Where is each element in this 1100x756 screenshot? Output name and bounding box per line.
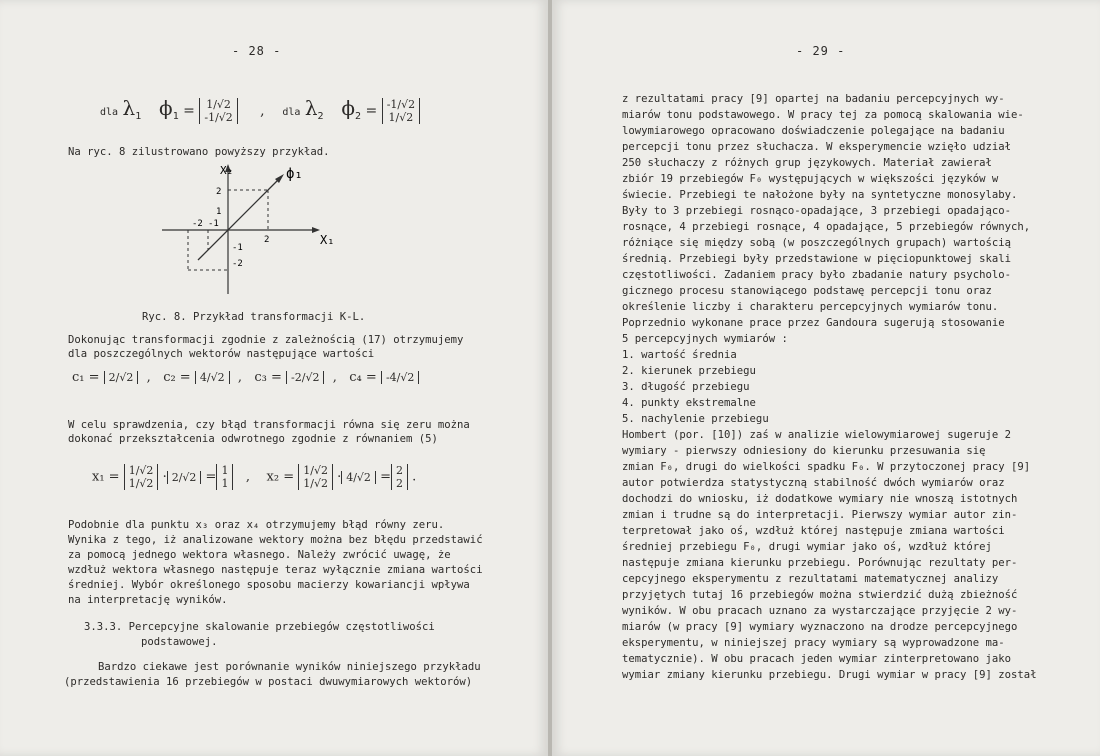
right-text-line: zmian F₀, drugi do wielkości spadku F₀. W przytoczonej pracy [9] [622,461,1031,473]
right-text-line: 1. wartość średnia [622,349,737,361]
vec1-top: 1/√2 [206,98,231,111]
x1-vector [124,464,159,490]
c4-value: -4/√2 [381,371,419,384]
right-text-line: percepcji tonu przez słuchacza. W eksperymencie wzięło udział [622,141,1012,153]
right-text-line: eksperymentu, w niniejszej pracy wymiary są wyprowadzone ma- [622,637,1005,649]
lambda-1: λ [122,96,136,120]
x-axis-label: X₁ [320,233,335,247]
x2-res-top: 2 [395,464,403,477]
c1-label: c₁ = [72,370,100,385]
x1-result [216,464,233,490]
right-text-line: przyjętych tutaj 16 przebiegów można stwierdzić dużą zbieżność [622,589,1018,601]
tick-y-neg2: -2 [232,259,243,269]
right-text-line: 250 słuchaczy z różnych grup językowych. Materiał zawierał [622,157,992,169]
x2-result [391,464,408,490]
right-text-line: średnią. Przebiegi były przedstawione w pięciopunktowej skali [622,253,1012,265]
right-text-line: różniące się między sobą (w poszczególnych grupach) wartością [622,237,1012,249]
para3-line-4: wzdłuż wektora własnego następuje teraz wyłącznie zmiana wartości [68,564,483,576]
formula-top [100,96,420,124]
para2-line-2: dokonać przekształcenia odwrotnego zgodnie z równaniem (5) [68,433,438,445]
x2-vec-top: 1/√2 [303,464,328,477]
para1-line-2: dla poszczególnych wektorów następujące wartości [68,348,375,360]
right-text-line: tematycznie). W obu pracach jeden wymiar zinterpretowano jako [622,653,1012,665]
vector-phi-2 [382,98,420,124]
right-text-line: zmian i trudne są do interpretacji. Pierwszy wymiar autor zin- [622,509,1018,521]
right-text-line: 5 percepcyjnych wymiarów : [622,333,788,345]
x-equations-row: x₁ = 1/√2 1/√2 · 2/√2 = 1 1 , x₂ = 1/√2 1/√2 · 4/√2 = 2 2 . [92,464,417,490]
c3-value: -2/√2 [286,371,324,384]
c2-label: c₂ = [163,370,191,385]
right-text-line: Były to 3 przebiegi rosnąco-opadające, 3 przebiegi opadająco- [622,205,1012,217]
section-heading-line-2: podstawowej. [141,636,218,648]
tick-y-1: 1 [216,207,222,217]
right-text-line: gicznego procesu stanowiącego podstawę percepcji tonu oraz [622,285,992,297]
left-page [0,0,548,756]
right-text-line: cepcyjnego eksperymentu z rezultatami matematycznej analizy [622,573,999,585]
right-text-line: Hombert (por. [10]) zaś w analizie wielowymiarowej sugeruje 2 [622,429,1012,441]
dla-label-1: dla [100,107,119,118]
right-text-line: 4. punkty ekstremalne [622,397,756,409]
right-text-line: średniej przebiegu F₀, drugi wymiar jako oś, wzdłuż której [622,541,992,553]
comma-1: , [260,103,265,119]
x2-c: 4/√2 [341,471,376,484]
x1-vec-bot: 1/√2 [128,477,154,490]
c4-label: c₄ = [349,370,377,385]
right-text-line: 3. długość przebiegu [622,381,750,393]
equals-2: = [365,103,378,119]
para3-line-3: za pomocą jednego wektora własnego. Należy zwrócić uwagę, że [68,549,451,561]
right-text-line: 5. nachylenie przebiegu [622,413,769,425]
tick-x-neg1: -1 [208,219,219,229]
x2-res-bot: 2 [395,477,403,490]
vec2-top: -1/√2 [386,98,416,111]
page-number-29: - 29 - [796,44,846,58]
x1-label: x₁ = [92,469,120,485]
x1-res-bot: 1 [221,477,229,490]
x1-res-top: 1 [221,464,229,477]
c3-label: c₃ = [254,370,282,385]
right-text-line: dochodzi do wniosku, iż dodatkowe wymiary nie wnoszą istotnych [622,493,1018,505]
right-text-line: wymiar zmiany kierunku przebiegu. Drugi wymiar w pracy [9] został [622,669,1037,681]
page-number-28: - 28 - [232,44,282,58]
right-text-line: następuje zmiana kierunku przebiegu. Porównując rezultaty per- [622,557,1018,569]
right-text-line: autor potwierdza statystyczną stabilność dwóch wymiarów oraz [622,477,1005,489]
lambda-1-sub: 1 [135,110,142,122]
right-text-line: świecie. Przebiegi te nałożone były na syntetyczne monosylaby. [622,189,1018,201]
para1-line-1: Dokonując transformacji zgodnie z zależnością (17) otrzymujemy [68,334,464,346]
vec2-bot: 1/√2 [388,111,414,124]
right-text-line: wymiary - pierwszy odniesiony do kierunku przesuwania się [622,445,986,457]
para2-line-1: W celu sprawdzenia, czy błąd transformacji równa się zeru można [68,419,470,431]
x-axis-arrow [312,227,320,233]
para3-line-5: średniej. Wybór określonego sposobu macierzy kowariancji wpływa [68,579,470,591]
tick-x-neg2: -2 [192,219,203,229]
right-text-line: terpretował jako oś, wzdłuż której następuje zmiana wartości [622,525,1005,537]
vector-phi-1 [199,98,237,124]
kl-diagram [158,158,348,298]
dla-label-2: dla [282,107,301,118]
lambda-2: λ [304,96,318,120]
phi-label: ϕ₁ [286,166,303,182]
figure-caption: Ryc. 8. Przykład transformacji K-L. [142,311,366,323]
lambda-2-sub: 2 [317,110,324,122]
vec1-bot: -1/√2 [204,111,233,124]
right-text-line: 2. kierunek przebiegu [622,365,756,377]
right-text-line: częstotliwości. Zadaniem pracy było zbadanie natury psycholo- [622,269,1012,281]
para4-line-1: Bardzo ciekawe jest porównanie wyników niniejszego przykładu [98,661,481,673]
para4-line-2: (przedstawienia 16 przebiegów w postaci dwuwymiarowych wektorów) [64,676,473,688]
phi-2-sub: 2 [355,110,362,122]
section-heading-line-1: 3.3.3. Percepcyjne skalowanie przebiegów częstotliwości [84,621,435,633]
intro-line: Na ryc. 8 zilustrowano powyższy przykład. [68,146,330,158]
para3-line-2: Wynika z tego, iż analizowane wektory można bez błędu przedstawić [68,534,483,546]
x2-label: x₂ = [266,469,295,485]
tick-y-neg1: -1 [232,243,243,253]
phi-1-sub: 1 [172,110,179,122]
right-text-line: rosnące, 4 przebiegi rosnące, 4 opadające, 5 przebiegów równych, [622,221,1031,233]
right-text-line: określenie liczby i charakteru percepcyjnych wymiarów tonu. [622,301,999,313]
right-text-line: Poprzednio wykonane prace przez Gandoura sugerują stosowanie [622,317,1005,329]
right-page [552,0,1100,756]
para3-line-6: na interpretację wyników. [68,594,228,606]
tick-y-2: 2 [216,187,222,197]
equals-1: = [183,103,195,119]
right-text-line: miarów (w pracy [9] wymiary wyznaczono na drodze percepcyjnego [622,621,1018,633]
phi-2: ϕ [341,96,356,120]
x2-vector [298,464,333,490]
x2-vec-bot: 1/√2 [303,477,328,490]
right-text-line: miarów tonu podstawowego. W pracy tej za pomocą skalowania wie- [622,109,1024,121]
c-values-row: c₁ = 2/√2 , c₂ = 4/√2 , c₃ = -2/√2 , c₄ = -4/√2 [72,370,419,385]
tick-x-2: 2 [264,235,270,245]
phi-1: ϕ [159,96,173,120]
right-text-line: lowymiarowego opracowano doświadczenie polegające na badaniu [622,125,1005,137]
para3-line-1: Podobnie dla punktu x₃ oraz x₄ otrzymujemy błąd równy zeru. [68,519,445,531]
right-text-line: zbiór 19 przebiegów F₀ występujących w większości języków w [622,173,999,185]
c1-value: 2/√2 [104,371,139,384]
right-text-line: z rezultatami pracy [9] opartej na badaniu percepcyjnych wy- [622,93,1005,105]
x1-c: 2/√2 [167,471,202,484]
c2-value: 4/√2 [195,371,230,384]
right-text-line: wyników. W obu pracach uznano za wystarczające przyjęcie 2 wy- [622,605,1018,617]
y-axis-label: X₂ [220,164,234,177]
x1-vec-top: 1/√2 [128,464,154,477]
